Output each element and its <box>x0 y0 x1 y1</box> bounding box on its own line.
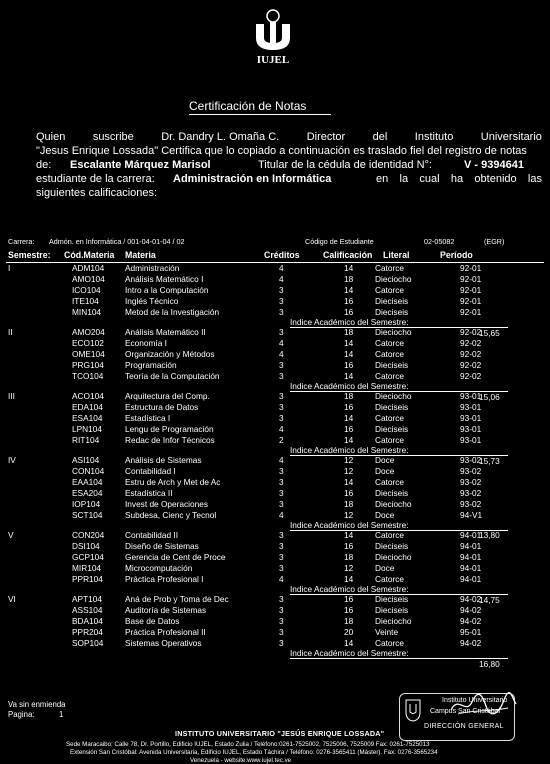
course-name: Análisis de Sistemas <box>125 455 202 465</box>
course-name: Estru de Arch y Met de Ac <box>125 476 221 487</box>
course-name: Análisis Matemático II <box>125 327 206 337</box>
course-period: 92-02 <box>460 348 482 359</box>
course-period: 92-02 <box>460 327 482 337</box>
table-row <box>0 510 550 521</box>
stamp-line-3: DIRECCIÓN GENERAL <box>424 723 504 730</box>
course-period: 92-02 <box>460 370 482 381</box>
table-row <box>0 616 550 627</box>
course-code: EDA104 <box>72 401 103 412</box>
course-grade: 18 <box>344 551 354 562</box>
course-credits: 4 <box>279 455 284 465</box>
table-row <box>0 530 550 541</box>
course-literal: Doce <box>375 455 395 465</box>
course-credits: 4 <box>279 348 284 359</box>
course-name: Estructura de Datos <box>125 401 199 412</box>
course-period: 93-01 <box>460 401 482 412</box>
course-period: 92-02 <box>460 359 482 370</box>
semester-number: IV <box>8 455 16 465</box>
semester-index-value: 15,06 <box>479 391 500 402</box>
course-period: 92-02 <box>460 337 482 348</box>
course-period: 94-01 <box>460 562 482 573</box>
course-credits: 4 <box>279 273 284 284</box>
course-code: AMO104 <box>72 273 105 284</box>
stamp-line-2: Campus San Cristóbal <box>430 708 501 715</box>
course-name: Sistemas Operativos <box>125 637 202 648</box>
course-credits: 3 <box>279 604 284 615</box>
course-grade: 12 <box>344 509 354 520</box>
course-literal: Dieciseis <box>375 604 409 615</box>
course-literal: Dieciseis <box>375 401 409 412</box>
course-period: 93-02 <box>460 487 482 498</box>
course-name: Redac de Infor Técnicos <box>125 434 215 445</box>
course-credits: 3 <box>279 476 284 487</box>
course-grade: 14 <box>344 412 354 423</box>
course-code: SOP104 <box>72 637 104 648</box>
table-row <box>0 499 550 510</box>
table-row <box>0 488 550 499</box>
course-credits: 4 <box>279 509 284 520</box>
course-grade: 14 <box>344 434 354 445</box>
table-row <box>0 638 550 649</box>
course-literal: Catorce <box>375 263 405 273</box>
course-grade: 18 <box>344 327 354 337</box>
table-row <box>0 563 550 574</box>
table-row <box>0 413 550 424</box>
course-literal: Dieciseis <box>375 594 409 604</box>
course-grade: 16 <box>344 401 354 412</box>
carrera-value: Admón. en Informática / 001-04-01-04 / 02 <box>49 237 185 246</box>
course-period: 93-02 <box>460 465 482 476</box>
semester-number: VI <box>8 594 16 604</box>
table-row <box>0 435 550 446</box>
table-row <box>0 574 550 585</box>
course-credits: 4 <box>279 337 284 348</box>
course-period: 92-01 <box>460 306 482 317</box>
table-row <box>0 371 550 382</box>
course-grade: 18 <box>344 615 354 626</box>
course-literal: Dieciseis <box>375 540 409 551</box>
table-row <box>0 424 550 435</box>
course-literal: Dieciseis <box>375 306 409 317</box>
course-code: ITE104 <box>72 295 99 306</box>
header-periodo: Período <box>440 250 473 260</box>
course-grade: 20 <box>344 626 354 637</box>
course-literal: Doce <box>375 465 395 476</box>
course-code: ASS104 <box>72 604 103 615</box>
course-code: DSI104 <box>72 540 100 551</box>
course-code: EAA104 <box>72 476 103 487</box>
enmienda-note: Va sin enmienda <box>8 700 66 709</box>
table-row <box>0 541 550 552</box>
header-cod: Cód.Materia <box>64 250 115 260</box>
course-literal: Catorce <box>375 476 405 487</box>
course-period: 92-01 <box>460 295 482 306</box>
course-code: ESA204 <box>72 487 103 498</box>
semester-number: III <box>8 391 15 401</box>
course-code: MIR104 <box>72 562 102 573</box>
course-period: 93-01 <box>460 391 482 401</box>
director-signature <box>448 690 518 720</box>
semester-index-value: 15,73 <box>479 455 500 466</box>
course-literal: Catorce <box>375 637 405 648</box>
course-credits: 3 <box>279 401 284 412</box>
course-name: Gerencia de Cent de Proce <box>125 551 226 562</box>
course-name: Programación <box>125 359 177 370</box>
table-row <box>0 402 550 413</box>
semester-index-label: Indice Académico del Semestre: <box>290 648 409 658</box>
course-period: 93-02 <box>460 476 482 487</box>
logo-text: IUJEL <box>256 54 290 66</box>
semester-index-label: Indice Académico del Semestre: <box>290 519 409 530</box>
course-literal: Dieciocho <box>375 391 412 401</box>
course-literal: Catorce <box>375 370 405 381</box>
course-name: Estadística I <box>125 412 171 423</box>
course-credits: 3 <box>279 615 284 626</box>
table-row <box>0 552 550 563</box>
course-period: 94-01 <box>460 530 482 540</box>
course-period: 94-02 <box>460 604 482 615</box>
course-credits: 3 <box>279 562 284 573</box>
course-code: TCO104 <box>72 370 104 381</box>
course-period: 92-01 <box>460 263 482 273</box>
course-grade: 18 <box>344 391 354 401</box>
pagina-value: 1 <box>59 710 64 719</box>
course-period: 94-V1 <box>460 509 483 520</box>
course-literal: Catorce <box>375 284 405 295</box>
course-name: Administración <box>125 263 180 273</box>
course-grade: 16 <box>344 594 354 604</box>
semester-index-value: 15,65 <box>479 327 500 338</box>
course-literal: Dieciseis <box>375 487 409 498</box>
course-credits: 3 <box>279 530 284 540</box>
course-credits: 3 <box>279 594 284 604</box>
course-grade: 12 <box>344 562 354 573</box>
course-name: Diseño de Sistemas <box>125 540 199 551</box>
course-grade: 14 <box>344 573 354 584</box>
table-row <box>0 274 550 285</box>
course-period: 94-02 <box>460 615 482 626</box>
intro-line-4: estudiante de la carrera: Administración en Informática en la cual ha obtenido las <box>36 173 542 185</box>
table-row <box>0 594 550 605</box>
course-name: Aná de Prob y Toma de Dec <box>125 594 229 604</box>
table-row <box>0 605 550 616</box>
student-id: V - 9394641 <box>464 159 524 171</box>
course-credits: 3 <box>279 295 284 306</box>
crest-icon <box>404 698 422 722</box>
table-row <box>0 391 550 402</box>
carrera-label: Carrera: <box>8 237 35 246</box>
course-name: Auditoría de Sistemas <box>125 604 207 615</box>
career-name: Administración en Informática <box>173 173 332 185</box>
course-grade: 16 <box>344 295 354 306</box>
iujel-logo <box>248 6 298 66</box>
course-literal: Doce <box>375 562 395 573</box>
course-literal: Veinte <box>375 626 399 637</box>
course-code: GCP104 <box>72 551 104 562</box>
course-literal: Catorce <box>375 573 405 584</box>
semester-index-value: 16,80 <box>479 658 500 669</box>
course-credits: 4 <box>279 423 284 434</box>
course-literal: Dieciocho <box>375 327 412 337</box>
course-literal: Dieciocho <box>375 273 412 284</box>
course-period: 92-01 <box>460 284 482 295</box>
course-code: ASI104 <box>72 455 100 465</box>
course-period: 93-01 <box>460 423 482 434</box>
course-literal: Catorce <box>375 348 405 359</box>
course-period: 93-02 <box>460 455 482 465</box>
stamp-line-1: Instituto Universitario <box>442 697 508 704</box>
table-row <box>0 360 550 371</box>
course-code: ACO104 <box>72 391 104 401</box>
course-name: Contabilidad II <box>125 530 179 540</box>
pagina-label: Pagina: <box>8 710 35 719</box>
course-period: 94-01 <box>460 573 482 584</box>
course-period: 94-01 <box>460 540 482 551</box>
course-literal: Dieciocho <box>375 615 412 626</box>
semester-index-value: 13,80 <box>479 530 500 541</box>
semester-number: V <box>8 530 14 540</box>
course-grade: 16 <box>344 306 354 317</box>
course-credits: 3 <box>279 540 284 551</box>
course-name: Base de Datos <box>125 615 180 626</box>
course-period: 94-02 <box>460 637 482 648</box>
table-row <box>0 327 550 338</box>
course-credits: 4 <box>279 263 284 273</box>
course-code: CON204 <box>72 530 105 540</box>
course-credits: 3 <box>279 327 284 337</box>
semester-index-label: Indice Académico del Semestre: <box>290 317 409 327</box>
course-grade: 16 <box>344 423 354 434</box>
course-grade: 14 <box>344 337 354 348</box>
course-literal: Dieciseis <box>375 423 409 434</box>
table-row <box>0 338 550 349</box>
table-row <box>0 263 550 274</box>
course-grade: 14 <box>344 476 354 487</box>
course-period: 93-01 <box>460 434 482 445</box>
semester-index-label: Indice Académico del Semestre: <box>290 445 409 455</box>
course-name: Economía I <box>125 337 167 348</box>
institute-name: INSTITUTO UNIVERSITARIO "JESÚS ENRIQUE LOSSADA" <box>175 729 385 738</box>
table-row <box>0 285 550 296</box>
course-credits: 3 <box>279 306 284 317</box>
semester-index-label: Indice Académico del Semestre: <box>290 381 409 391</box>
course-literal: Dieciocho <box>375 551 412 562</box>
table-row <box>0 627 550 638</box>
course-code: ADM104 <box>72 263 105 273</box>
semester-number: II <box>8 327 13 337</box>
course-code: MIN104 <box>72 306 102 317</box>
course-name: Contabilidad I <box>125 465 176 476</box>
intro-line-1: Quien suscribe Dr. Dandry L. Omaña C. Director del Instituto Universitario <box>36 131 542 143</box>
semester-index-value: 14,75 <box>479 594 500 605</box>
course-period: 93-02 <box>460 498 482 509</box>
course-grade: 16 <box>344 540 354 551</box>
course-name: Subdesa, Cienc y Tecnol <box>125 509 217 520</box>
table-row <box>0 296 550 307</box>
course-name: Intro a la Computación <box>125 284 209 295</box>
header-semestre: Semestre: <box>8 250 51 260</box>
course-code: PPR204 <box>72 626 103 637</box>
course-grade: 14 <box>344 370 354 381</box>
intro-line-5: siguientes calificaciones: <box>36 187 158 199</box>
course-credits: 3 <box>279 498 284 509</box>
course-credits: 3 <box>279 391 284 401</box>
course-code: CON104 <box>72 465 105 476</box>
course-credits: 3 <box>279 465 284 476</box>
website: Venezuela - website:www.iujel.tec.ve <box>190 757 292 764</box>
course-name: Práctica Profesional II <box>125 626 206 637</box>
course-literal: Catorce <box>375 412 405 423</box>
course-grade: 18 <box>344 273 354 284</box>
address-san-cristobal: Extensión San Cristóbal: Avenida Universitaria, Edificio IUJEL, Estado Táchira / Teléfono: 0276-3565411 (Máster). Fax: 0276-3565234 <box>70 749 438 756</box>
course-code: ICO104 <box>72 284 101 295</box>
table-row <box>0 349 550 360</box>
course-literal: Catorce <box>375 337 405 348</box>
course-credits: 3 <box>279 551 284 562</box>
semester-number: I <box>8 263 11 273</box>
course-grade: 16 <box>344 604 354 615</box>
course-grade: 16 <box>344 487 354 498</box>
codigo-tag: (EGR) <box>484 237 505 246</box>
course-period: 95-01 <box>460 626 482 637</box>
course-grade: 12 <box>344 465 354 476</box>
course-literal: Dieciocho <box>375 498 412 509</box>
course-period: 92-01 <box>460 273 482 284</box>
course-name: Estadística II <box>125 487 173 498</box>
course-name: Teoría de la Computación <box>125 370 220 381</box>
course-period: 93-01 <box>460 412 482 423</box>
course-grade: 14 <box>344 530 354 540</box>
student-name: Escalante Márquez Marisol <box>70 159 211 171</box>
course-grade: 16 <box>344 359 354 370</box>
course-code: ECO102 <box>72 337 104 348</box>
course-code: PPR104 <box>72 573 103 584</box>
course-name: Invest de Operaciones <box>125 498 209 509</box>
course-name: Práctica Profesional I <box>125 573 204 584</box>
course-code: AMO204 <box>72 327 105 337</box>
course-credits: 3 <box>279 284 284 295</box>
title-underline <box>189 114 331 115</box>
course-code: ESA104 <box>72 412 103 423</box>
course-name: Análisis Matemático I <box>125 273 204 284</box>
course-credits: 3 <box>279 370 284 381</box>
codigo-label: Código de Estudiante <box>305 237 374 246</box>
course-grade: 18 <box>344 498 354 509</box>
header-creditos: Créditos <box>264 250 300 260</box>
table-row <box>0 455 550 466</box>
header-calificacion: Calificación <box>323 250 373 260</box>
course-grade: 14 <box>344 348 354 359</box>
table-row <box>0 307 550 318</box>
table-row <box>0 466 550 477</box>
course-code: RIT104 <box>72 434 100 445</box>
course-grade: 14 <box>344 263 354 273</box>
course-code: IOP104 <box>72 498 101 509</box>
course-name: Organización y Métodos <box>125 348 215 359</box>
course-code: OME104 <box>72 348 105 359</box>
header-materia: Materia <box>125 250 156 260</box>
course-name: Arquitectura del Comp. <box>125 391 210 401</box>
table-row <box>0 477 550 488</box>
course-code: LPN104 <box>72 423 102 434</box>
semester-index-underline <box>290 658 508 659</box>
course-grade: 14 <box>344 637 354 648</box>
course-credits: 3 <box>279 637 284 648</box>
course-credits: 3 <box>279 412 284 423</box>
course-name: Inglés Técnico <box>125 295 179 306</box>
course-grade: 12 <box>344 455 354 465</box>
course-name: Microcomputación <box>125 562 193 573</box>
course-credits: 3 <box>279 626 284 637</box>
course-code: SCT104 <box>72 509 103 520</box>
intro-line-2: "Jesus Enrique Lossada" Certifica que lo copiado a continuación es traslado fiel del registro de notas <box>36 145 527 157</box>
course-code: PRG104 <box>72 359 104 370</box>
header-literal: Literal <box>383 250 410 260</box>
page-title: Certificación de Notas <box>189 99 307 113</box>
address-maracaibo: Sede Maracaibo: Calle 78, Dr. Portillo, Edificio IUJEL, Estado Zulia / Teléfono:0261-7525002, 7525006, 7525009 Fax: 0261-7525013 <box>66 741 430 748</box>
course-period: 94-02 <box>460 594 482 604</box>
course-credits: 3 <box>279 359 284 370</box>
course-literal: Catorce <box>375 530 405 540</box>
course-literal: Dieciseis <box>375 295 409 306</box>
course-credits: 4 <box>279 573 284 584</box>
course-name: Metod de la Investigación <box>125 306 220 317</box>
intro-line-3: de: Escalante Márquez Marisol Titular de la cédula de identidad N°: V - 9394641 <box>36 159 524 171</box>
course-credits: 3 <box>279 487 284 498</box>
course-literal: Dieciseis <box>375 359 409 370</box>
codigo-value: 02-05082 <box>424 237 455 246</box>
course-grade: 14 <box>344 284 354 295</box>
course-credits: 2 <box>279 434 284 445</box>
course-code: BDA104 <box>72 615 103 626</box>
course-literal: Doce <box>375 509 395 520</box>
semester-index-label: Indice Académico del Semestre: <box>290 584 409 594</box>
course-literal: Catorce <box>375 434 405 445</box>
course-period: 94-01 <box>460 551 482 562</box>
course-code: APT104 <box>72 594 102 604</box>
course-name: Lengu de Programación <box>125 423 214 434</box>
